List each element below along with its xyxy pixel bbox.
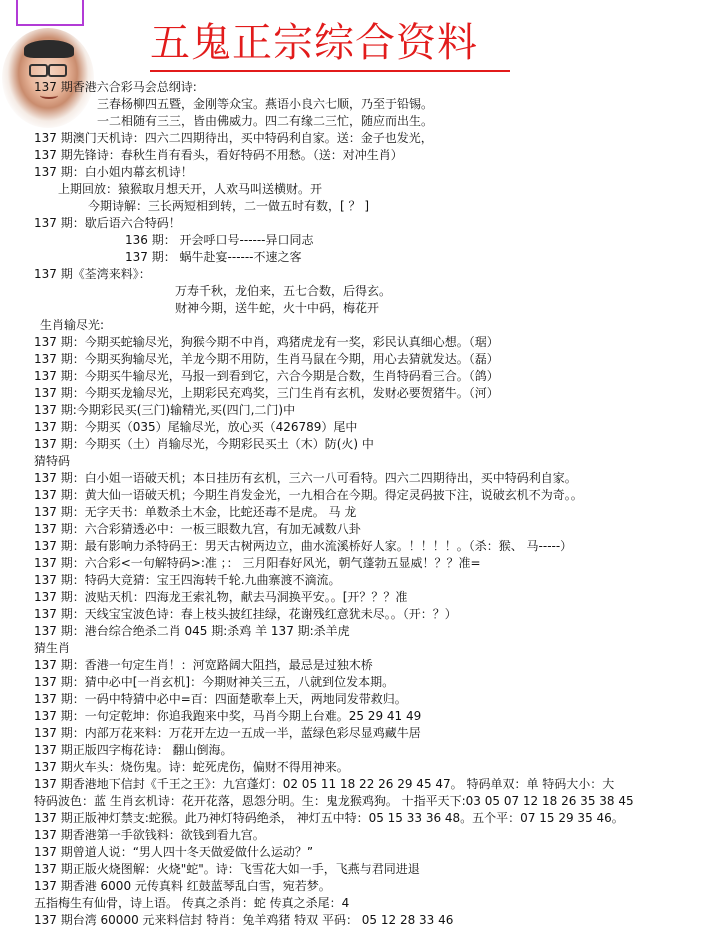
text-line: 137 期：今期买（035）尾输尽光，放心买（426789）尾中 <box>34 420 358 434</box>
text-line: 137 期： 蜗牛赴宴------不速之客 <box>125 250 302 264</box>
text-line: 猜特码 <box>34 454 71 468</box>
text-line: 137 期：特码大竞猜：宝王四海转千轮.九曲寨渡不滴流。 <box>34 573 341 587</box>
text-line: 137 期曾道人说：“男人四十冬天做爱做什么运动？” <box>34 845 314 859</box>
avatar <box>2 28 94 128</box>
text-line: 137 期澳门天机诗：四六二四期待出，买中特码利自家。送：金子也发光， <box>34 131 433 145</box>
corner-frame <box>16 0 84 26</box>
text-line: 137 期：今期买蛇输尽光，狗猴今期不中肖，鸡猪虎龙有一奖，彩民认真细心想。（琚） <box>34 335 499 349</box>
text-line: 137 期：今期买牛输尽光，马报一到看到它，六合今期是合数，生肖特码看三合。（鸽） <box>34 369 499 383</box>
text-line: 137 期:今期彩民买(三门)输精光,买(四门,二门)中 <box>34 403 296 417</box>
text-line: 生肖输尽光: <box>40 318 105 332</box>
text-line: 137 期正版神灯禁支:蛇猴。此乃神灯特码绝杀， 神灯五中特：05 15 33 36 48。五个平：07 15 29 35 46。 <box>34 811 624 825</box>
text-line: 五指梅生有仙骨，诗上语。 传真之杀肖：蛇 传真之杀尾：4 <box>34 896 350 910</box>
text-line: 上期回放：猿猴取月想天开，人欢马叫送横财。开 <box>58 182 323 196</box>
text-line: 137 期：港台综合绝杀二肖 045 期:杀鸡 羊 137 期:杀羊虎 <box>34 624 350 638</box>
text-line: 137 期正版四字梅花诗： 翻山倒海。 <box>34 743 233 757</box>
text-line: 137 期：猜中必中[一肖玄机]：今期财神关三五，八就到位发本期。 <box>34 675 395 689</box>
avatar-hair <box>24 40 74 58</box>
text-line: 137 期：六合彩猜透必中：一板三眼数九宫，有加无减数八卦 <box>34 522 361 536</box>
text-line: 137 期香港 6000 元传真料 红鼓蓝琴乱白雪，宛若梦。 <box>34 879 331 893</box>
text-line: 137 期：今期买龙输尽光，上期彩民充鸡奖，三门生肖有玄机，发财必要贺猪牛。（河） <box>34 386 499 400</box>
text-line: 财神今期，送牛蛇，火十中码，梅花开 <box>175 301 380 315</box>
text-line: 万寿千秋，龙伯来，五七合数，后得玄。 <box>175 284 392 298</box>
text-line: 今期诗解：三长两短相到转，二一做五时有数，[ ？ ] <box>88 199 369 213</box>
text-line: 137 期香港第一手欲钱料：欲钱到看九宫。 <box>34 828 265 842</box>
text-line: 137 期先锋诗：春秋生肖有看头，看好特码不用愁。（送：对冲生肖） <box>34 148 403 162</box>
text-line: 137 期：最有影响力杀特码王：男天古树两边立，曲水流溪桥好人家。！！！！。（杀：猴、 马-----） <box>34 539 573 553</box>
text-line: 137 期香港六合彩马会总纲诗: <box>34 80 197 94</box>
text-line: 特码波色：蓝 生肖玄机诗：花开花落，恩怨分明。生：鬼龙猴鸡狗。 十指平天下:03 05 07 12 18 26 35 38 45 <box>34 794 634 808</box>
text-line: 137 期：波贴天机：四海龙王索礼物，献去马洞换平安。。[开？？？准 <box>34 590 408 604</box>
text-line: 137 期：天线宝宝波色诗：春上枝头披红挂绿，花谢残红意犹未尽。。（开：？） <box>34 607 457 621</box>
text-line: 137 期：黄大仙一语破天机；今期生肖发金光，一九相合在今期。得定灵码披下注，说破玄机不为奇。。 <box>34 488 583 502</box>
text-line: 137 期：无字天书：单数杀土木金，比蛇还毒不是虎。 马 龙 <box>34 505 357 519</box>
text-line: 137 期：白小姐内幕玄机诗！ <box>34 165 193 179</box>
text-line: 137 期：歇后语六合特码！ <box>34 216 181 230</box>
text-line: 137 期《荃湾来料》： <box>34 267 151 281</box>
text-line: 一二相随有三三，皆由佛威力。四二有缘二三忙，随应而出生。 <box>97 114 434 128</box>
avatar-glasses <box>29 64 67 74</box>
text-line: 137 期火车头：烧伤鬼。诗：蛇死虎伤，偏财不得用神来。 <box>34 760 349 774</box>
text-line: 137 期香港地下信封《千王之王》：九宫蓬灯：02 05 11 18 22 26 29 45 47。 特码单双：单 特码大小：大 <box>34 777 615 791</box>
text-line: 137 期台湾 60000 元来料信封 特肖：兔羊鸡猪 特双 平码： 05 12 28 33 46 <box>34 913 454 927</box>
text-line: 137 期：白小姐一语破天机；本日挂历有玄机，三六一八可看特。四六二四期待出，买中特码利自家。 <box>34 471 577 485</box>
page-title: 五鬼正宗综合资料 <box>150 20 510 72</box>
text-line: 137 期：今期买狗输尽光，羊龙今期不用防，生肖马鼠在今期，用心去猜就发达。（磊） <box>34 352 499 366</box>
text-line: 137 期正版火烧图解：火烧"蛇"。诗：飞雪花大如一手，飞燕与君同进退 <box>34 862 420 876</box>
text-line: 136 期： 开会呼口号------异口同志 <box>125 233 314 247</box>
text-line: 137 期：今期买（土）肖输尽光，今期彩民买土（木）防(火) 中 <box>34 437 374 451</box>
text-line: 三春杨柳四五暨，金刚等众宝。燕语小良六七顺，乃至于铅锡。 <box>97 97 434 111</box>
text-line: 猜生肖 <box>34 641 71 655</box>
text-line: 137 期：一句定乾坤：你追我跑来中奖，马肖今期上台难。25 29 41 49 <box>34 709 422 723</box>
text-line: 137 期：六合彩<一句解特码>:准 ；： 三月阳春好风光，朝气蓬勃五显威！？？准= <box>34 556 481 570</box>
text-line: 137 期：一码中特猜中必中=百：四面楚歌奉上天，两地同发带救归。 <box>34 692 407 706</box>
text-line: 137 期：香港一句定生肖！：河宽路阔大阻挡，最忌是过独木桥 <box>34 658 373 672</box>
text-line: 137 期：内部万花来料：万花开左边一五成一半，蓝绿色彩尽显鸡藏牛居 <box>34 726 421 740</box>
